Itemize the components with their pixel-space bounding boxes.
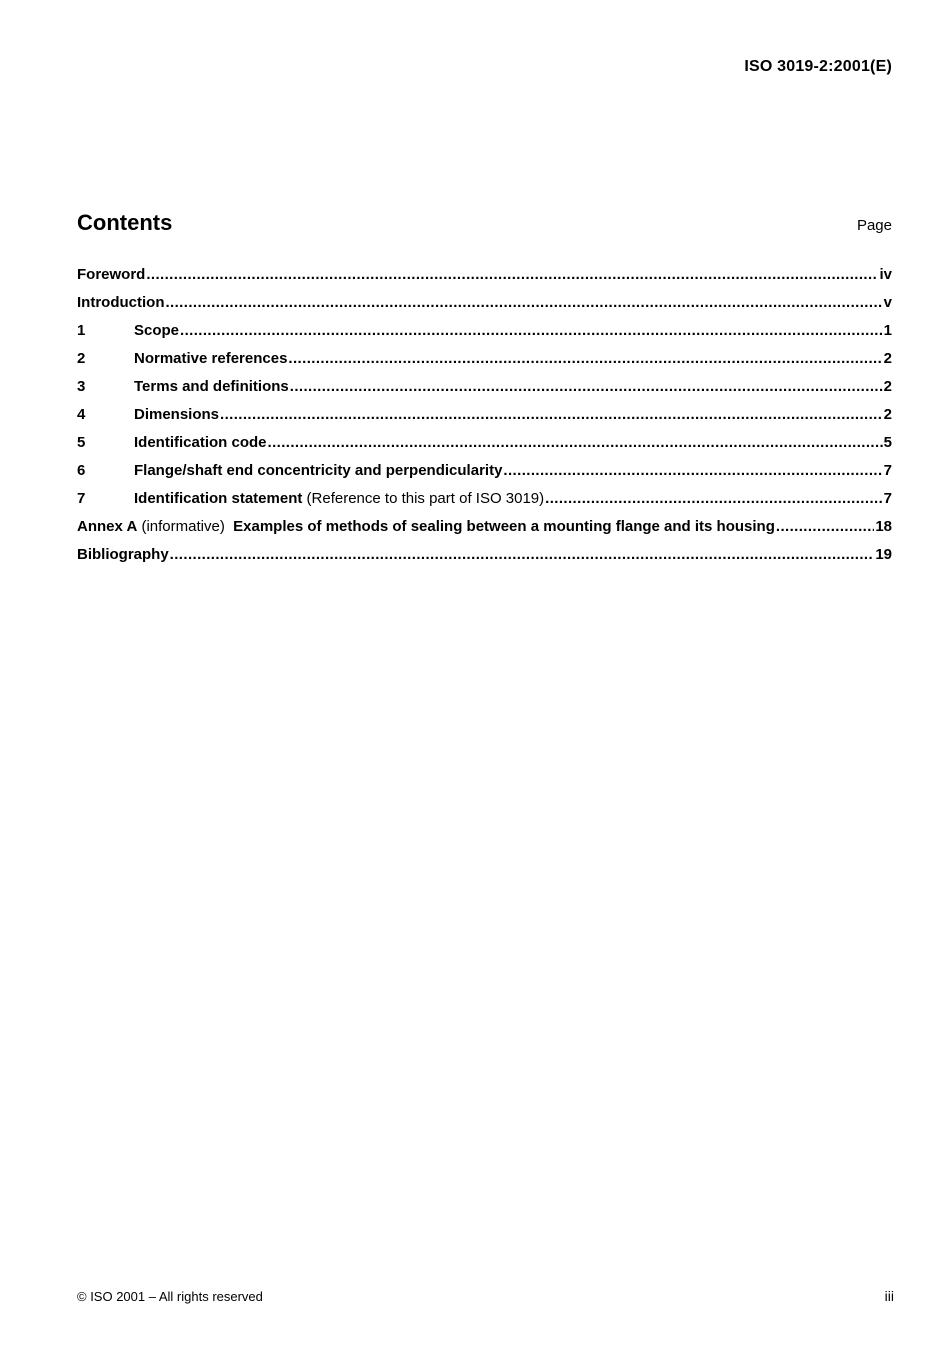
toc-entry-page: 5 — [883, 434, 892, 451]
contents-title: Contents — [77, 210, 173, 235]
toc-entry-normative-references[interactable] — [77, 350, 892, 378]
toc-entry-title: Scope — [134, 322, 180, 339]
toc-dot-leader — [288, 350, 882, 367]
toc-entry-title: Introduction — [77, 294, 165, 311]
toc-entry-terms-and-definitions[interactable] — [77, 378, 892, 406]
toc-entry-number: 7 — [77, 490, 86, 507]
toc-entry-page: 2 — [883, 406, 892, 423]
toc-entry-page: 7 — [883, 490, 892, 507]
toc-entry-page: 7 — [883, 462, 892, 479]
toc-entry-title: Normative references — [134, 350, 288, 367]
toc-entry-title: Identification code — [134, 434, 267, 451]
toc-entry-scope[interactable] — [77, 322, 892, 350]
toc-entry-title: Foreword — [77, 266, 146, 283]
toc-dot-leader — [545, 490, 883, 507]
toc-entry-bibliography[interactable] — [77, 546, 892, 574]
table-of-contents — [77, 266, 892, 574]
toc-dot-leader — [776, 518, 874, 535]
footer-copyright: © ISO 2001 – All rights reserved — [77, 1289, 263, 1304]
toc-entry-identification-statement[interactable] — [77, 490, 892, 518]
toc-annex-label: Annex A — [77, 518, 138, 535]
toc-entry-page: 18 — [875, 518, 892, 535]
toc-entry-number: 5 — [77, 434, 86, 451]
toc-entry-page: 19 — [875, 546, 892, 563]
toc-dot-leader — [503, 462, 882, 479]
toc-entry-page: 2 — [883, 350, 892, 367]
toc-entry-page: 1 — [883, 322, 892, 339]
document-id: ISO 3019-2:2001(E) — [744, 58, 892, 75]
toc-entry-dimensions[interactable] — [77, 406, 892, 434]
contents-heading-row — [77, 210, 892, 240]
toc-entry-number: 4 — [77, 406, 86, 423]
toc-entry-title: Bibliography — [77, 546, 169, 563]
toc-entry-page: iv — [879, 266, 892, 283]
toc-entry-number: 2 — [77, 350, 86, 367]
toc-dot-leader — [290, 378, 883, 395]
toc-annex-type: (informative) — [137, 518, 234, 535]
toc-entry-number: 3 — [77, 378, 86, 395]
toc-entry-title: Examples of methods of sealing between a mounting flange and its housing — [233, 518, 775, 535]
toc-entry-title: Terms and definitions — [134, 378, 289, 395]
toc-entry-introduction[interactable] — [77, 294, 892, 322]
toc-entry-title: Flange/shaft end concentricity and perpendicularity — [134, 462, 503, 479]
toc-entry-title: Identification statement — [134, 490, 303, 507]
toc-entry-page: v — [883, 294, 892, 311]
toc-dot-leader — [180, 322, 883, 339]
toc-dot-leader — [165, 294, 882, 311]
page-column-label: Page — [856, 217, 892, 234]
toc-dot-leader — [268, 434, 883, 451]
toc-entry-subtitle: (Reference to this part of ISO 3019) — [302, 490, 545, 507]
toc-entry-foreword[interactable] — [77, 266, 892, 294]
toc-entry-number: 6 — [77, 462, 86, 479]
toc-entry-concentricity[interactable] — [77, 462, 892, 490]
footer-page-number: iii — [884, 1288, 894, 1304]
toc-entry-annex-a[interactable] — [77, 518, 892, 546]
toc-dot-leader — [146, 266, 878, 283]
toc-dot-leader — [220, 406, 883, 423]
toc-dot-leader — [170, 546, 875, 563]
toc-entry-page: 2 — [883, 378, 892, 395]
toc-entry-identification-code[interactable] — [77, 434, 892, 462]
toc-entry-number: 1 — [77, 322, 86, 339]
toc-entry-title: Dimensions — [134, 406, 220, 423]
